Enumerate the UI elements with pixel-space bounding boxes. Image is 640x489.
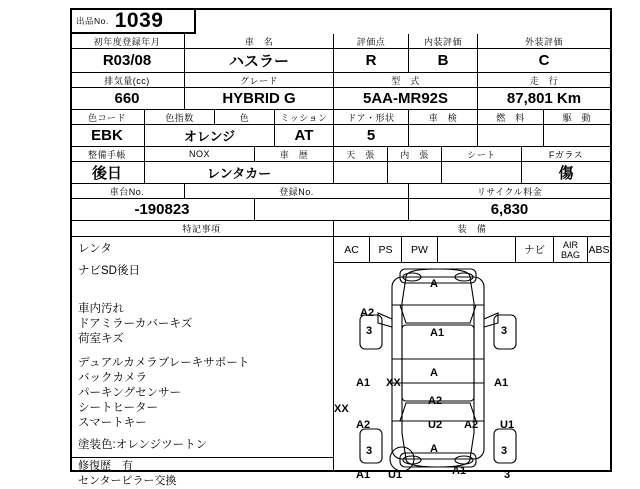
remarks-line-1: レンタ — [78, 243, 112, 255]
damage-mark: 3 — [366, 325, 373, 337]
damage-mark: 3 — [501, 445, 508, 457]
value-drive — [544, 125, 610, 147]
repair-history-label: 修復歴 有 — [78, 460, 133, 472]
label-inspection: 車 検 — [409, 110, 478, 125]
label-register-no: 登録No. — [185, 184, 409, 199]
label-interior-score: 内装評価 — [409, 34, 478, 49]
value-color-code: EBK — [70, 125, 145, 147]
remarks-block-2-line-3: パーキングセンサー — [78, 387, 182, 399]
lot-number-label: 出品No. — [76, 16, 109, 26]
damage-mark: A1 — [356, 469, 371, 481]
value-lining — [388, 162, 442, 184]
label-drive: 駆 動 — [544, 110, 610, 125]
value-color: オレンジ — [145, 125, 275, 147]
value-ceiling — [334, 162, 388, 184]
label-displacement: 排気量(cc) — [70, 73, 185, 88]
label-seat: シート — [442, 147, 522, 162]
damage-mark: U1 — [388, 469, 403, 481]
car-damage-diagram — [334, 263, 610, 481]
label-lining: 内 張 — [388, 147, 442, 162]
value-chassis-no: -190823 — [70, 199, 255, 221]
value-front-glass: 傷 — [522, 162, 610, 184]
damage-mark: A2 — [464, 419, 479, 431]
remarks-block-1-line-1: 車内汚れ — [78, 303, 124, 315]
value-seat — [442, 162, 522, 184]
value-interior-score: B — [409, 49, 478, 73]
value-exterior-score: C — [478, 49, 610, 73]
label-color: 色 — [215, 110, 275, 125]
value-grade-score: R — [334, 49, 409, 73]
value-first-registration: R03/08 — [70, 49, 185, 73]
damage-mark: 3 — [504, 469, 511, 481]
equipment-airbag-top: AIR — [562, 239, 578, 250]
label-color-code: 色コード — [70, 110, 145, 125]
value-car-history: レンタカー — [145, 162, 334, 184]
label-grade-score: 評価点 — [334, 34, 409, 49]
damage-mark: A2 — [360, 307, 375, 319]
damage-mark: 3 — [366, 445, 373, 457]
label-car-name: 車 名 — [185, 34, 334, 49]
damage-mark: A1 — [494, 377, 509, 389]
damage-mark: A — [430, 443, 438, 455]
car-diagram-svg — [334, 263, 610, 472]
damage-mark: U1 — [500, 419, 515, 431]
label-fuel: 燃 料 — [478, 110, 544, 125]
value-displacement: 660 — [70, 88, 185, 110]
remarks-block-2-line-2: バックカメラ — [78, 372, 147, 384]
label-mission: ミッション — [275, 110, 334, 125]
value-mission: AT — [275, 125, 334, 147]
damage-mark: A — [430, 367, 438, 379]
equipment-navi: ナビ — [516, 237, 554, 263]
label-color-index: 色指数 — [145, 110, 215, 125]
value-grade: HYBRID G — [185, 88, 334, 110]
label-remarks: 特記事項 — [70, 221, 334, 237]
label-exterior-score: 外装評価 — [478, 34, 610, 49]
damage-mark: 3 — [501, 325, 508, 337]
damage-mark: A — [430, 278, 438, 290]
label-first-registration: 初年度登録年月 — [70, 34, 185, 49]
equipment-airbag-stack — [561, 240, 580, 260]
value-recycle-fee: 6,830 — [409, 199, 610, 221]
label-recycle-fee: リサイクル料金 — [409, 184, 610, 199]
remarks-block-1-line-2: ドアミラーカバーキズ — [78, 318, 193, 330]
equipment-ps: PS — [370, 237, 402, 263]
repair-divider — [70, 457, 334, 458]
label-front-glass: Fガラス — [522, 147, 610, 162]
label-ceiling: 天 張 — [334, 147, 388, 162]
equipment-abs: ABS — [588, 237, 610, 263]
value-mileage: 87,801 Km — [478, 88, 610, 110]
damage-mark: U2 — [428, 419, 443, 431]
remarks-block-2-line-1: デュアルカメラブレーキサポート — [78, 357, 250, 369]
damage-mark: A2 — [356, 419, 371, 431]
value-inspection — [409, 125, 478, 147]
label-grade: グレード — [185, 73, 334, 88]
repair-history-text: センターピラー交換 — [78, 475, 177, 487]
value-register-no — [255, 199, 409, 221]
equipment-airbag — [554, 237, 588, 263]
damage-mark: A1 — [430, 327, 445, 339]
label-model-code: 型 式 — [334, 73, 478, 88]
value-maintenance-book: 後日 — [70, 162, 145, 184]
label-nox: NOX — [145, 147, 255, 162]
remarks-block-1-line-3: 荷室キズ — [78, 333, 124, 345]
lot-number-value: 1039 — [114, 9, 164, 32]
equipment-pw: PW — [402, 237, 438, 263]
remarks-block-2-line-4: シートヒーター — [78, 402, 159, 414]
label-door-shape: ドア・形状 — [334, 110, 409, 125]
damage-mark: A1 — [356, 377, 371, 389]
damage-mark: XX — [334, 403, 349, 415]
damage-mark: XX — [386, 377, 401, 389]
value-model-code: 5AA-MR92S — [334, 88, 478, 110]
value-door-shape: 5 — [334, 125, 409, 147]
value-fuel — [478, 125, 544, 147]
label-car-history: 車 歴 — [255, 147, 334, 162]
remarks-block-2-line-5: スマートキー — [78, 417, 147, 429]
equipment-airbag-bottom: BAG — [560, 249, 580, 260]
label-maintenance-book: 整備手帳 — [70, 147, 145, 162]
label-chassis-no: 車台No. — [70, 184, 185, 199]
equipment-ac: AC — [334, 237, 370, 263]
value-car-name: ハスラー — [185, 49, 334, 73]
label-mileage: 走 行 — [478, 73, 610, 88]
damage-mark: A2 — [428, 395, 443, 407]
lot-number-box — [70, 8, 196, 34]
label-equipment: 装 備 — [334, 221, 610, 237]
remarks-block-3-line-1: 塗装色:オレンジツートン — [78, 439, 208, 451]
damage-mark: A1 — [452, 465, 467, 477]
equipment-blank — [438, 237, 516, 263]
remarks-line-2: ナビSD後日 — [78, 265, 140, 277]
